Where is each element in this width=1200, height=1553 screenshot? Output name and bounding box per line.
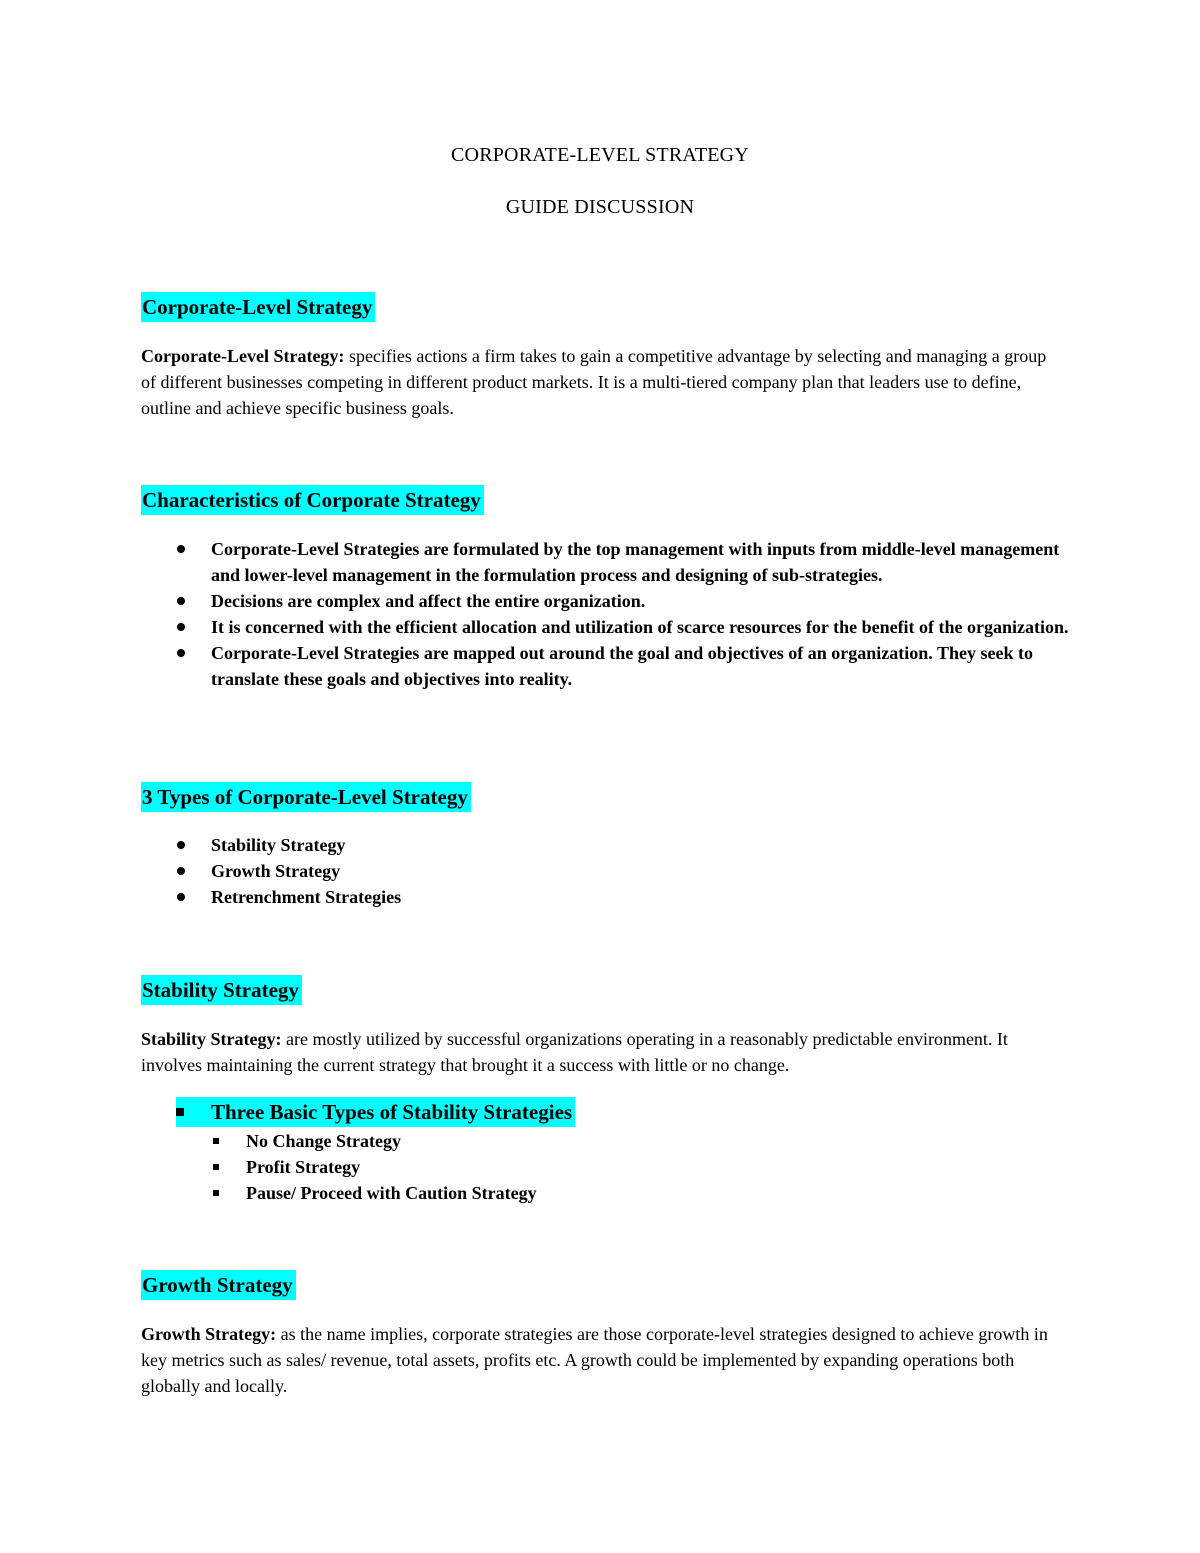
document-subtitle: GUIDE DISCUSSION xyxy=(505,196,695,218)
list-item: Stability Strategy xyxy=(141,832,1071,858)
document-title: CORPORATE-LEVEL STRATEGY xyxy=(451,144,749,166)
definition-growth-strategy: as the name implies, corporate strategies are those corporate-level strategies designed to achieve growth in key metrics such as sales/ revenue, total assets, profits etc. A growth could be implemented by expanding operations both globally and locally. xyxy=(141,1324,1048,1396)
heading-corporate-level-strategy: Corporate-Level Strategy xyxy=(141,292,375,322)
bullet-icon xyxy=(213,1190,219,1196)
characteristics-list xyxy=(141,536,1071,692)
types-list xyxy=(141,832,1071,910)
list-item: Pause/ Proceed with Caution Strategy xyxy=(141,1180,537,1206)
bullet-icon xyxy=(177,893,185,901)
bullet-icon xyxy=(176,1108,184,1116)
bullet-icon xyxy=(213,1164,219,1170)
heading-stability-strategy: Stability Strategy xyxy=(141,975,302,1005)
paragraph-corporate-level-strategy xyxy=(141,343,1061,421)
list-item: Retrenchment Strategies xyxy=(141,884,1071,910)
bullet-icon xyxy=(177,597,185,605)
term-corporate-level-strategy: Corporate-Level Strategy: xyxy=(141,346,345,366)
bullet-icon xyxy=(213,1138,219,1144)
paragraph-growth-strategy xyxy=(141,1321,1061,1399)
heading-growth-strategy: Growth Strategy xyxy=(141,1270,296,1300)
list-item: Profit Strategy xyxy=(141,1154,537,1180)
bullet-icon xyxy=(177,545,185,553)
bullet-icon xyxy=(177,867,185,875)
bullet-icon xyxy=(177,841,185,849)
term-growth-strategy: Growth Strategy: xyxy=(141,1324,277,1344)
definition-corporate-level-strategy: specifies actions a firm takes to gain a competitive advantage by selecting and managing a group of different businesses competing in different product markets. It is a multi-tiered company plan that leaders use to define, outline and achieve specific business goals. xyxy=(141,346,1047,418)
stability-types-list xyxy=(141,1128,537,1206)
term-stability-strategy: Stability Strategy: xyxy=(141,1029,282,1049)
list-item: Corporate-Level Strategies are formulated by the top management with inputs from middle-level management and lower-level management in the formulation process and designing of sub-strategies. xyxy=(141,536,1071,588)
list-item: It is concerned with the efficient allocation and utilization of scarce resources for the benefit of the organization. xyxy=(141,614,1071,640)
heading-types: 3 Types of Corporate-Level Strategy xyxy=(141,782,471,812)
definition-stability-strategy: are mostly utilized by successful organizations operating in a reasonably predictable environment. It involves maintaining the current strategy that brought it a success with little or no change. xyxy=(141,1029,1008,1075)
list-item: Decisions are complex and affect the entire organization. xyxy=(141,588,1071,614)
list-item: Corporate-Level Strategies are mapped out around the goal and objectives of an organization. They seek to translate these goals and objectives into reality. xyxy=(141,640,1071,692)
subheading-stability-types: Three Basic Types of Stability Strategies xyxy=(211,1100,573,1124)
paragraph-stability-strategy xyxy=(141,1026,1061,1078)
list-item: Growth Strategy xyxy=(141,858,1071,884)
bullet-icon xyxy=(177,623,185,631)
heading-characteristics: Characteristics of Corporate Strategy xyxy=(141,485,484,515)
bullet-icon xyxy=(177,649,185,657)
list-item: No Change Strategy xyxy=(141,1128,537,1154)
